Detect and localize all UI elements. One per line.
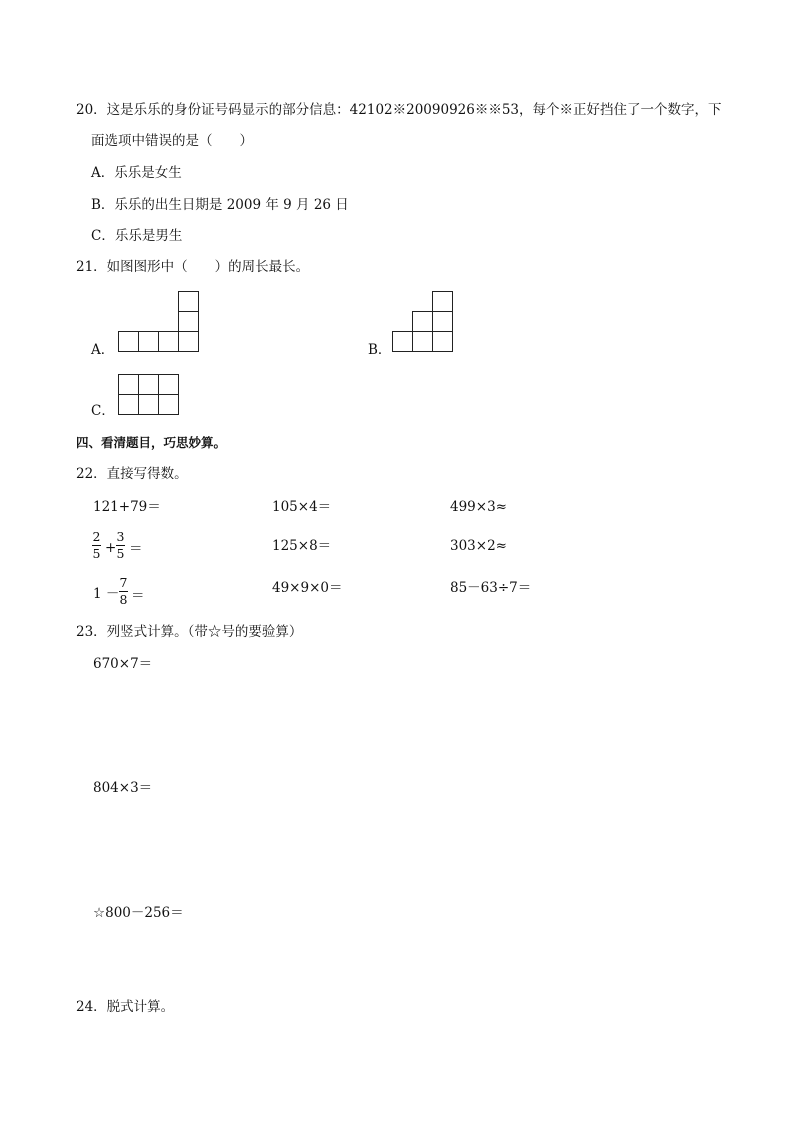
section-heading: 四、看清题目，巧思妙算。 [76,435,227,450]
denominator: 8 [119,592,128,607]
q22-stem: 22．直接写得数。 [76,466,188,482]
q22-item-8: 49×9×0＝ [272,580,343,596]
q23-item-3: ☆800－256＝ [93,905,184,921]
numerator: 7 [119,575,128,590]
q22-item-1: 121+79＝ [93,499,161,515]
q21-stem: 21．如图图形中（ ）的周长最长。 [76,259,310,275]
q21-label-b: B． [368,342,392,358]
figure-a [117,290,201,354]
q23-item-2: 804×3＝ [93,780,153,796]
plus-sign: + [105,540,117,556]
fraction-3-5 [116,530,125,561]
one-minus: 1 － [93,586,120,602]
q20-option-b: B．乐乐的出生日期是 2009 年 9 月 26 日 [91,197,349,213]
q23-stem: 23．列竖式计算。（带☆号的要验算） [76,624,303,640]
q20-stem-line1: 20．这是乐乐的身份证号码显示的部分信息：42102※20090926※※53，每个※正好挡住了一个数字，下 [76,102,722,118]
q22-item-3: 499×3≈ [450,499,507,515]
figure-b [391,290,455,354]
q20-stem-line2: 面选项中错误的是（ ） [91,133,253,149]
q22-item-5: 125×8＝ [272,538,332,554]
equals-sign: ＝ [129,541,143,557]
numerator: 2 [92,529,101,544]
q20-option-a: A．乐乐是女生 [91,165,182,181]
q22-item-9: 85－63÷7＝ [450,580,532,596]
q20-option-c: C．乐乐是男生 [91,228,183,244]
q21-label-a: A． [91,342,115,358]
q23-item-1: 670×7＝ [93,656,153,672]
numerator: 3 [116,529,125,544]
q22-item-6: 303×2≈ [450,538,507,554]
figure-c [117,373,181,417]
denominator: 5 [92,546,101,561]
q21-label-c: C． [91,403,115,419]
equals-sign: ＝ [131,588,145,604]
q24-stem: 24．脱式计算。 [76,999,175,1015]
fraction-7-8 [119,576,128,607]
denominator: 5 [116,546,125,561]
fraction-2-5 [92,530,101,561]
q22-item-2: 105×4＝ [272,499,332,515]
